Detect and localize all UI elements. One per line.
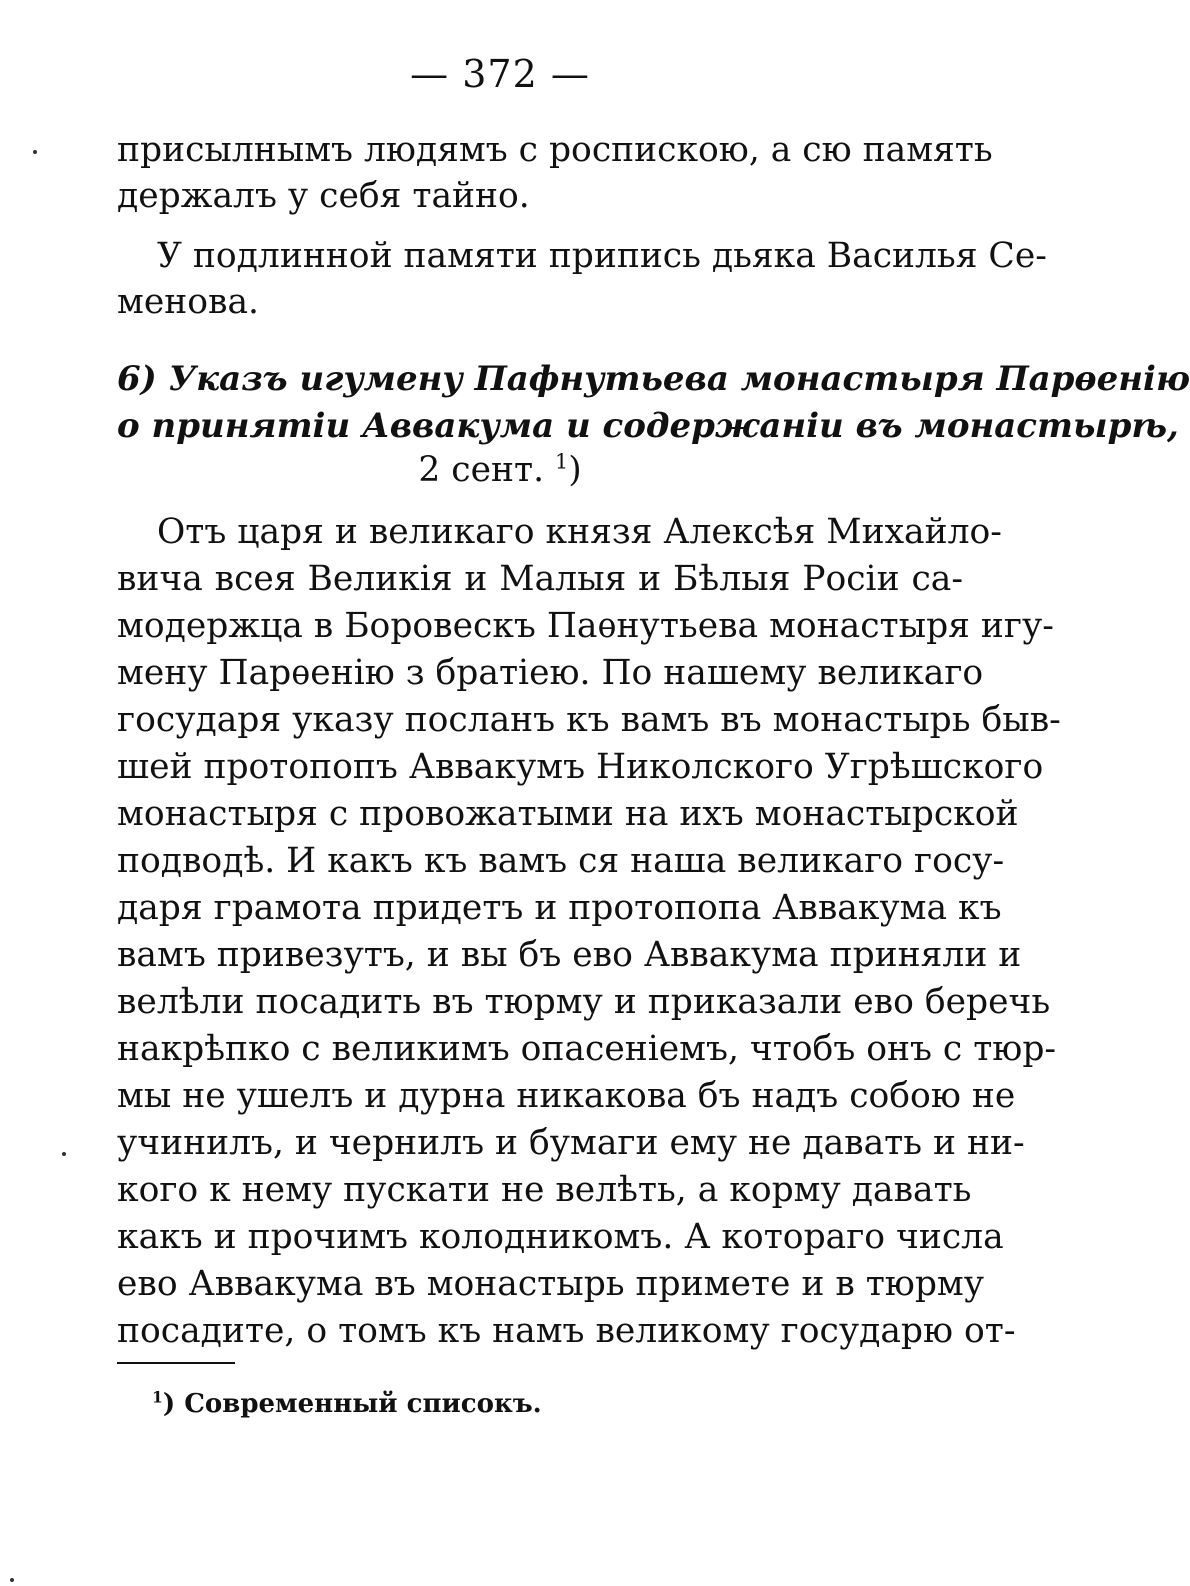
body-line-3: модержца в Боровескъ Паѳнутьева монастыря игу- — [117, 606, 1054, 646]
section-heading-line-1: 6) Указъ игумену Пафнутьева монастыря Парѳенію — [117, 359, 1190, 399]
body-line-15: кого к нему пускати не велѣть, а корму давать — [117, 1170, 972, 1210]
heading-footnote-mark: 1 — [555, 449, 569, 474]
footnote-mark: 1 — [152, 1387, 163, 1407]
section-heading-line-2: о принятіи Аввакума и содержаніи въ монастырѣ, — [117, 406, 1179, 446]
note-paragraph-line-2: менова. — [117, 282, 259, 322]
heading-closing: ) — [568, 450, 582, 490]
body-line-12: накрѣпко с великимъ опасеніемъ, чтобъ онъ с тюр- — [117, 1029, 1057, 1069]
body-line-7: монастыря с провожатыми на ихъ монастырской — [117, 794, 1019, 834]
scan-speck — [10, 1578, 14, 1582]
top-paragraph-line-2: держалъ у себя тайно. — [117, 176, 530, 216]
body-line-17: ево Аввакума въ монастырь примете и в тюрму — [117, 1264, 985, 1304]
scan-speck — [33, 150, 37, 154]
body-line-10: вамъ привезутъ, и вы бъ ево Аввакума приняли и — [117, 935, 1022, 975]
footnote-text: ) Современный списокъ. — [162, 1389, 542, 1419]
body-line-8: подводѣ. И какъ къ вамъ ся наша великаго госу- — [117, 841, 1005, 881]
scan-speck — [62, 1152, 66, 1156]
body-line-1: Отъ царя и великаго князя Алексѣя Михайло- — [157, 512, 1002, 552]
heading-date: 2 сент. — [418, 450, 545, 490]
body-line-9: даря грамота придетъ и протопопа Аввакума къ — [117, 888, 1002, 928]
body-line-4: мену Парѳенію з братіею. По нашему великаго — [117, 653, 984, 693]
page-number: — 372 — — [410, 52, 590, 96]
body-line-6: шей протопопъ Аввакумъ Николского Угрѣшского — [117, 747, 1044, 787]
body-line-13: мы не ушелъ и дурна никакова бъ надъ собою не — [117, 1076, 1016, 1116]
body-line-5: государя указу посланъ къ вамъ въ монастырь быв- — [117, 700, 1061, 740]
body-line-14: учинилъ, и чернилъ и бумаги ему не давать и ни- — [117, 1123, 1025, 1163]
body-line-16: какъ и прочимъ колодникомъ. А котораго числа — [117, 1217, 1004, 1257]
footnote — [152, 1384, 542, 1424]
footnote-rule — [117, 1362, 235, 1364]
body-line-2: вича всея Великія и Малыя и Бѣлыя Росіи са- — [117, 559, 963, 599]
body-line-11: велѣли посадить въ тюрму и приказали ево беречь — [117, 982, 1051, 1022]
body-line-18: посадите, о томъ къ намъ великому государю от- — [117, 1311, 1016, 1351]
section-heading-date-line — [0, 446, 1000, 494]
top-paragraph-line-1: присылнымъ людямъ с роспискою, а сю память — [117, 130, 993, 170]
note-paragraph-line-1: У подлинной памяти припись дьяка Василья Се- — [157, 236, 1047, 276]
